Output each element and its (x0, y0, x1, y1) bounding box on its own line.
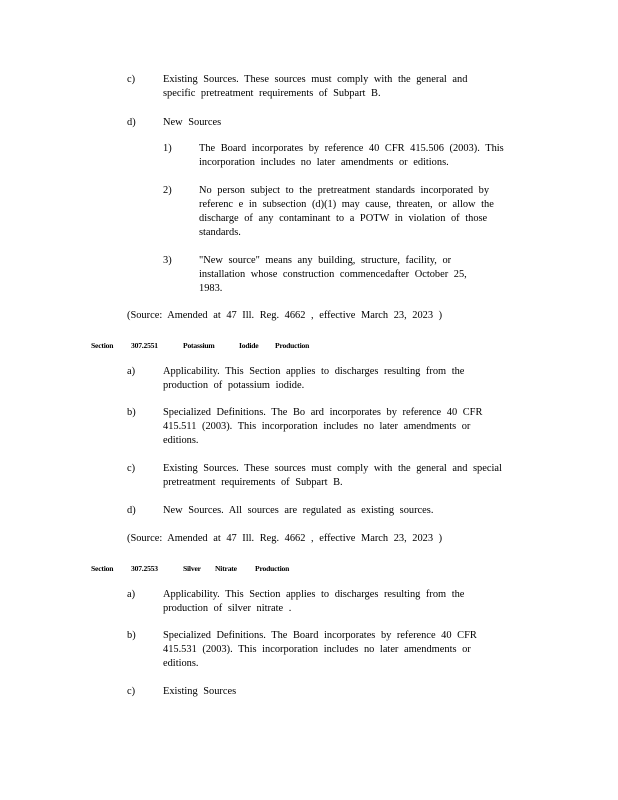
item-label-d: d) (127, 505, 136, 516)
item-label-c: c) (127, 686, 136, 697)
item-text-applicability: Applicability. This Section applies to discharges resulting from the production of potassium iodide. (163, 366, 465, 391)
section-title-word-1: Silver (183, 564, 201, 573)
section-title-word-2: Iodide (239, 341, 259, 350)
section-title-word-3: Production (255, 564, 290, 573)
section-number: 307.2551 (131, 341, 158, 350)
section-title-word-2: Nitrate (215, 564, 237, 573)
source-note: (Source: Amended at 47 Ill. Reg. 4662 , effective March 23, 2023 ) (127, 310, 443, 321)
item-text-existing-sources: Existing Sources. These sources must comply with the general and specific pretreatment requirements of Subpart B. (163, 74, 468, 99)
item-label-b: b) (127, 407, 136, 418)
section-label: Section (91, 341, 114, 350)
subitem-text-3: "New source" means any building, structure, facility, or installation whose construction commencedafter October 25, 1983. (199, 255, 467, 294)
item-text-specialized-definitions: Specialized Definitions. The Board incorporates by reference 40 CFR 415.531 (2003). This incorporation includes no later amendments or editions. (163, 630, 477, 669)
section-title-word-1: Potassium (183, 341, 215, 350)
section-heading (91, 339, 331, 351)
item-label-a: a) (127, 366, 136, 377)
section-heading (91, 562, 331, 574)
section-label: Section (91, 564, 114, 573)
item-text-specialized-definitions: Specialized Definitions. The Bo ard incorporates by reference 40 CFR 415.511 (2003). This incorporation includes no later amendments or editions. (163, 407, 483, 446)
item-label-d: d) (127, 117, 136, 128)
section-number: 307.2553 (131, 564, 158, 573)
source-note: (Source: Amended at 47 Ill. Reg. 4662 , effective March 23, 2023 ) (127, 533, 443, 544)
subitem-label-3: 3) (163, 255, 172, 266)
item-text-new-sources: New Sources (163, 117, 222, 128)
subitem-label-2: 2) (163, 185, 172, 196)
item-label-b: b) (127, 630, 136, 641)
item-text-existing-sources: Existing Sources. These sources must comply with the general and special pretreatment requirements of Subpart B. (163, 463, 502, 488)
item-text-applicability: Applicability. This Section applies to discharges resulting from the production of silver nitrate . (163, 589, 465, 614)
item-text-existing-sources: Existing Sources (163, 686, 237, 697)
item-label-a: a) (127, 589, 136, 600)
subitem-text-2: No person subject to the pretreatment standards incorporated by referenc e in subsection (d)(1) may cause, threaten, or allow the discharge of any contaminant to a POTW in violation of those standards. (199, 185, 494, 238)
subitem-label-1: 1) (163, 143, 172, 154)
subitem-text-1: The Board incorporates by reference 40 CFR 415.506 (2003). This incorporation includes no later amendments or editions. (199, 143, 504, 168)
item-text-new-sources: New Sources. All sources are regulated as existing sources. (163, 505, 434, 516)
item-label-c: c) (127, 74, 136, 85)
item-label-c: c) (127, 463, 136, 474)
section-title-word-3: Production (275, 341, 310, 350)
